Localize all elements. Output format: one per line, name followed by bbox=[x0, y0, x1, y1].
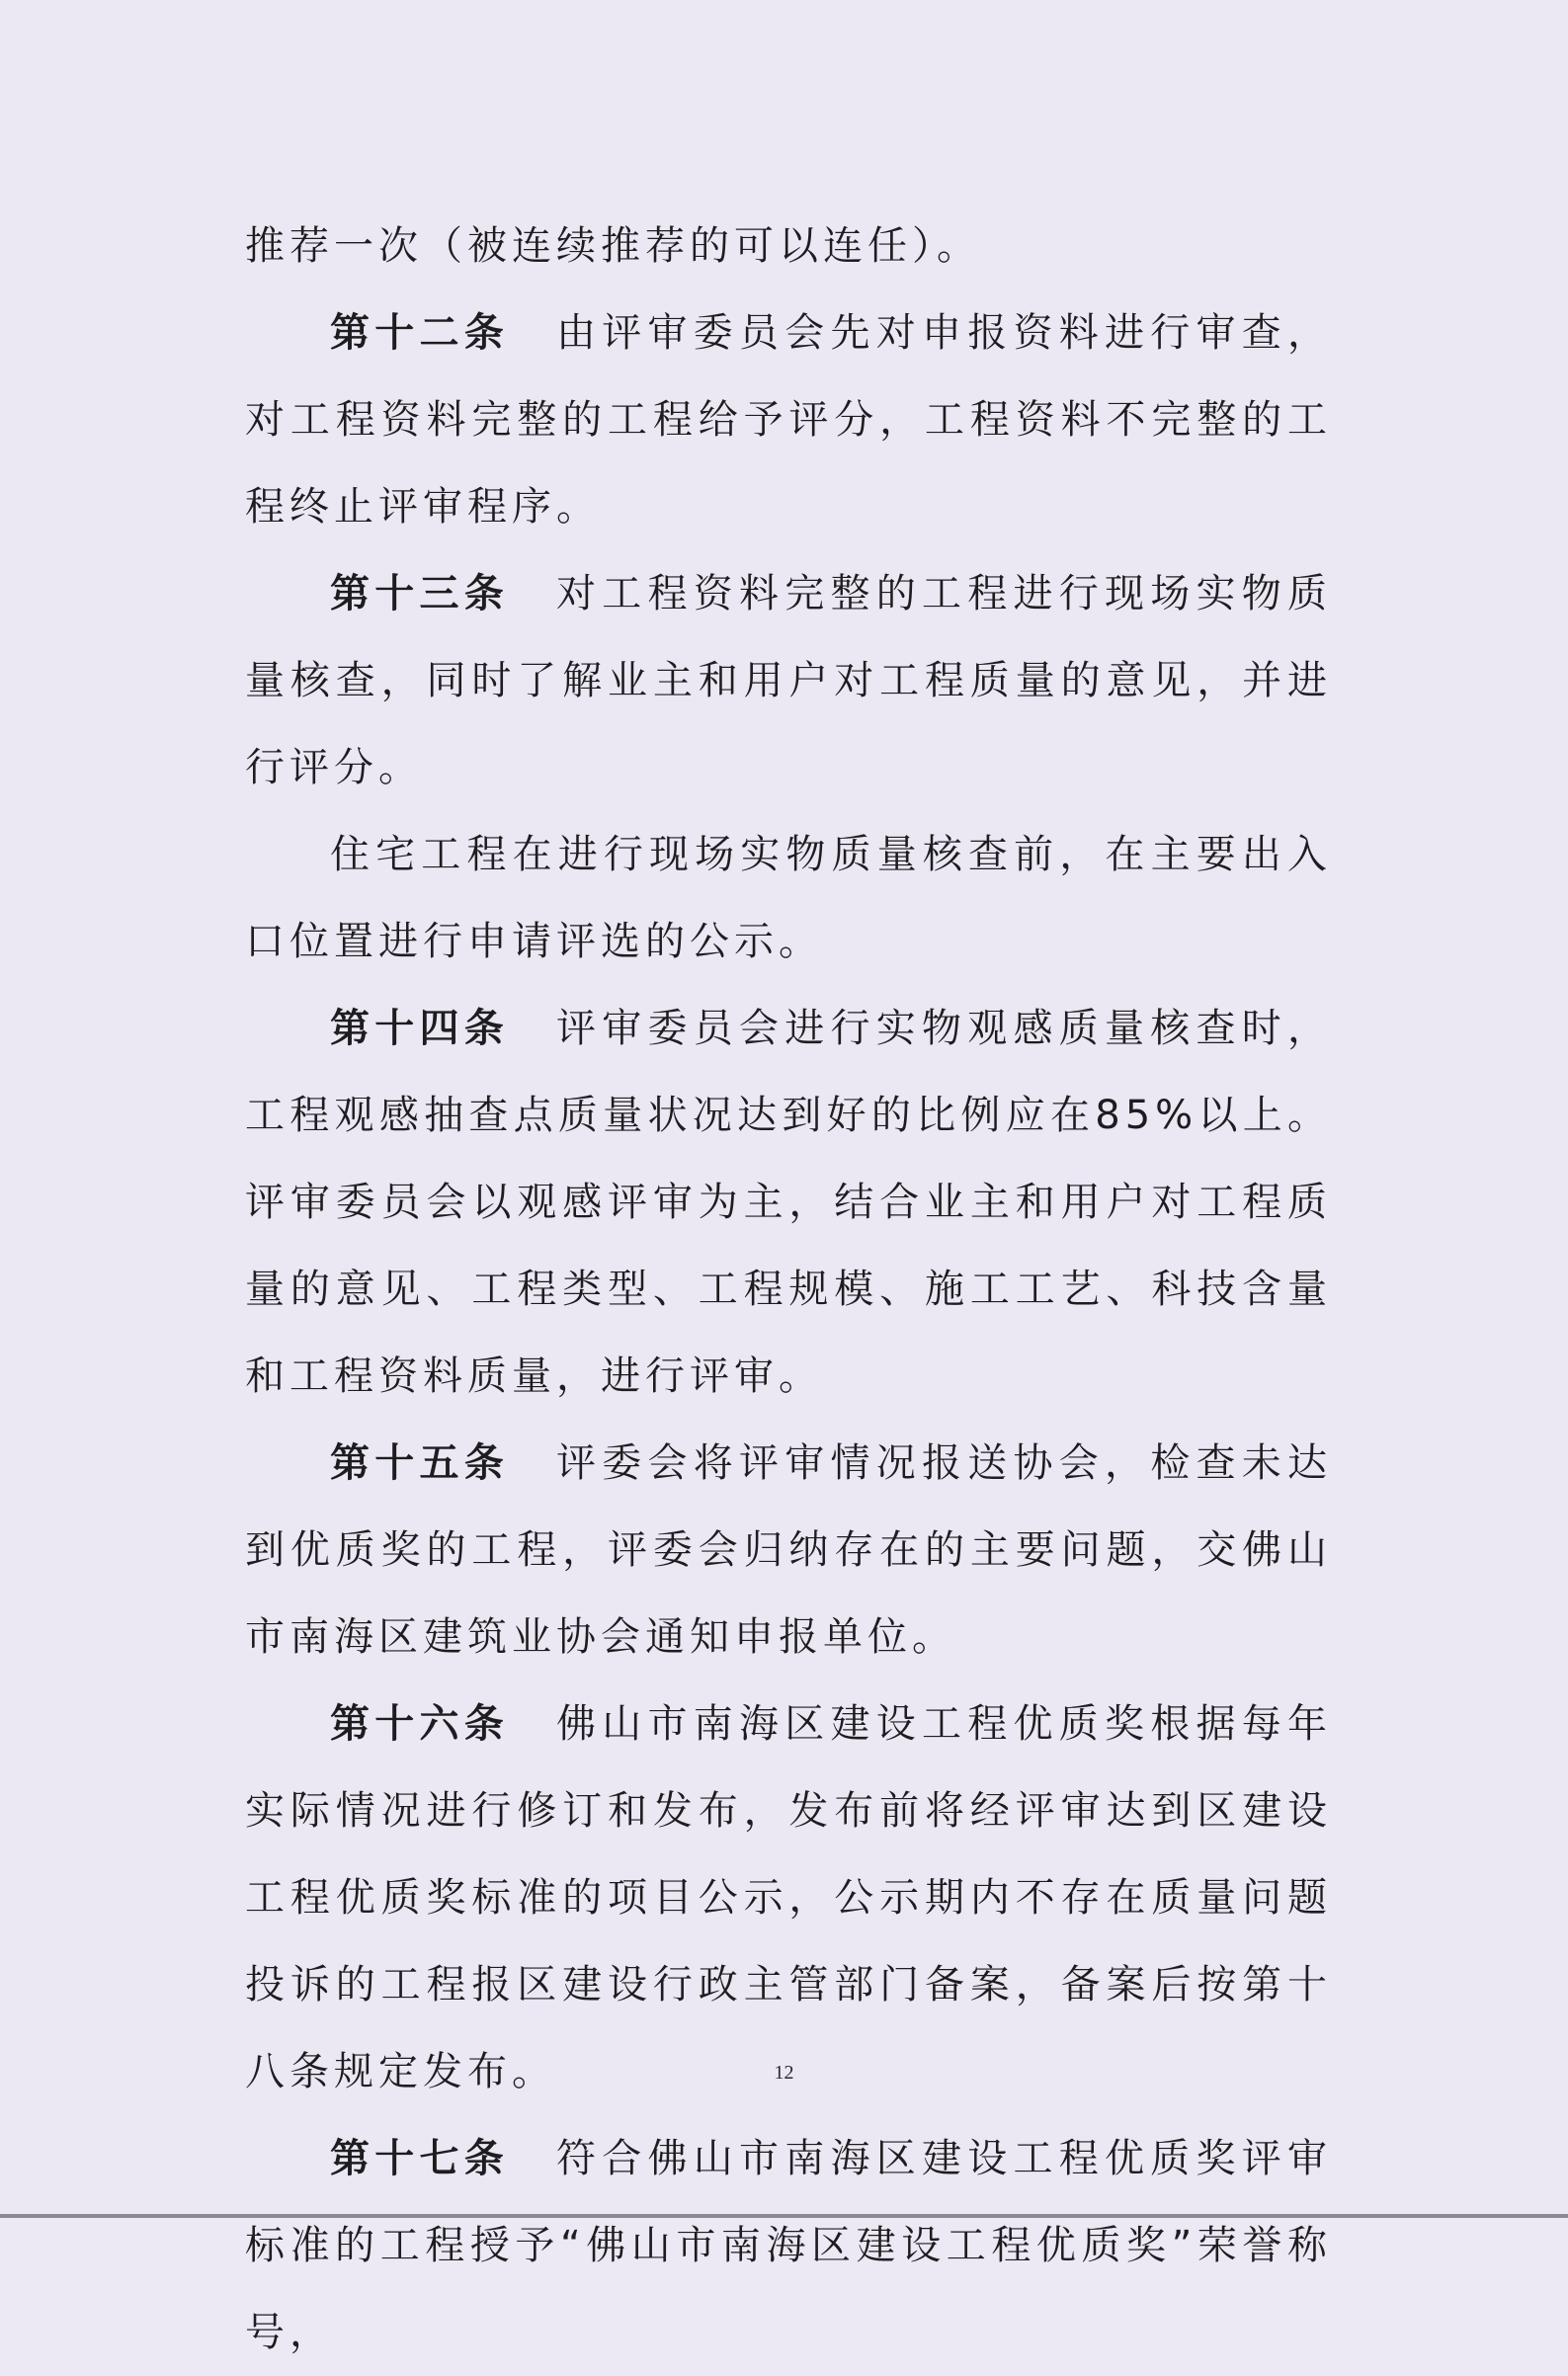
paragraph-text: 对工程资料完整的工程进行现场实物质量核查，同时了解业主和用户对工程质量的意见，并进行评分。 bbox=[245, 571, 1332, 790]
paragraph-text: 佛山市南海区建设工程优质奖根据每年实际情况进行修订和发布，发布前将经评审达到区建设工程优质奖标准的项目公示，公示期内不存在质量问题投诉的工程报区建设行政主管部门备案，备案后按第十八条规定发布。 bbox=[245, 1701, 1332, 2094]
article-16 bbox=[245, 1680, 1332, 2115]
article-17 bbox=[245, 2115, 1332, 2376]
article-label: 第十四条 bbox=[330, 1006, 509, 1051]
article-label: 第十二条 bbox=[330, 310, 509, 356]
article-label: 第十五条 bbox=[330, 1440, 509, 1486]
article-13-subparagraph bbox=[245, 811, 1332, 985]
article-label: 第十六条 bbox=[330, 1701, 509, 1747]
document-body bbox=[245, 203, 1332, 2376]
paragraph-text: 推荐一次（被连续推荐的可以连任）。 bbox=[245, 223, 981, 269]
page-number: 12 bbox=[774, 2062, 794, 2084]
paragraph-text: 评委会将评审情况报送协会，检查未达到优质奖的工程，评委会归纳存在的主要问题，交佛山市南海区建筑业协会通知申报单位。 bbox=[245, 1440, 1332, 1660]
paragraph-text: 评审委员会进行实物观感质量核查时，工程观感抽查点质量状况达到好的比例应在85%以上。评审委员会以观感评审为主，结合业主和用户对工程质量的意见、工程类型、工程规模、施工工艺、科技含量和工程资料质量，进行评审。 bbox=[245, 1006, 1332, 1399]
paragraph-text: 由评审委员会先对申报资料进行审查，对工程资料完整的工程给予评分，工程资料不完整的工程终止评审程序。 bbox=[245, 310, 1332, 530]
article-15 bbox=[245, 1420, 1332, 1680]
article-label: 第十七条 bbox=[330, 2136, 509, 2181]
paragraph-text: 符合佛山市南海区建设工程优质奖评审标准的工程授予“佛山市南海区建设工程优质奖”荣誉称号， bbox=[245, 2136, 1332, 2355]
article-14 bbox=[245, 985, 1332, 1420]
article-label: 第十三条 bbox=[330, 571, 509, 616]
article-12 bbox=[245, 289, 1332, 550]
article-13 bbox=[245, 550, 1332, 811]
paragraph-text: 住宅工程在进行现场实物质量核查前，在主要出入口位置进行申请评选的公示。 bbox=[245, 832, 1332, 964]
paragraph-continuation bbox=[245, 203, 1332, 289]
scan-edge-divider bbox=[0, 2214, 1568, 2218]
